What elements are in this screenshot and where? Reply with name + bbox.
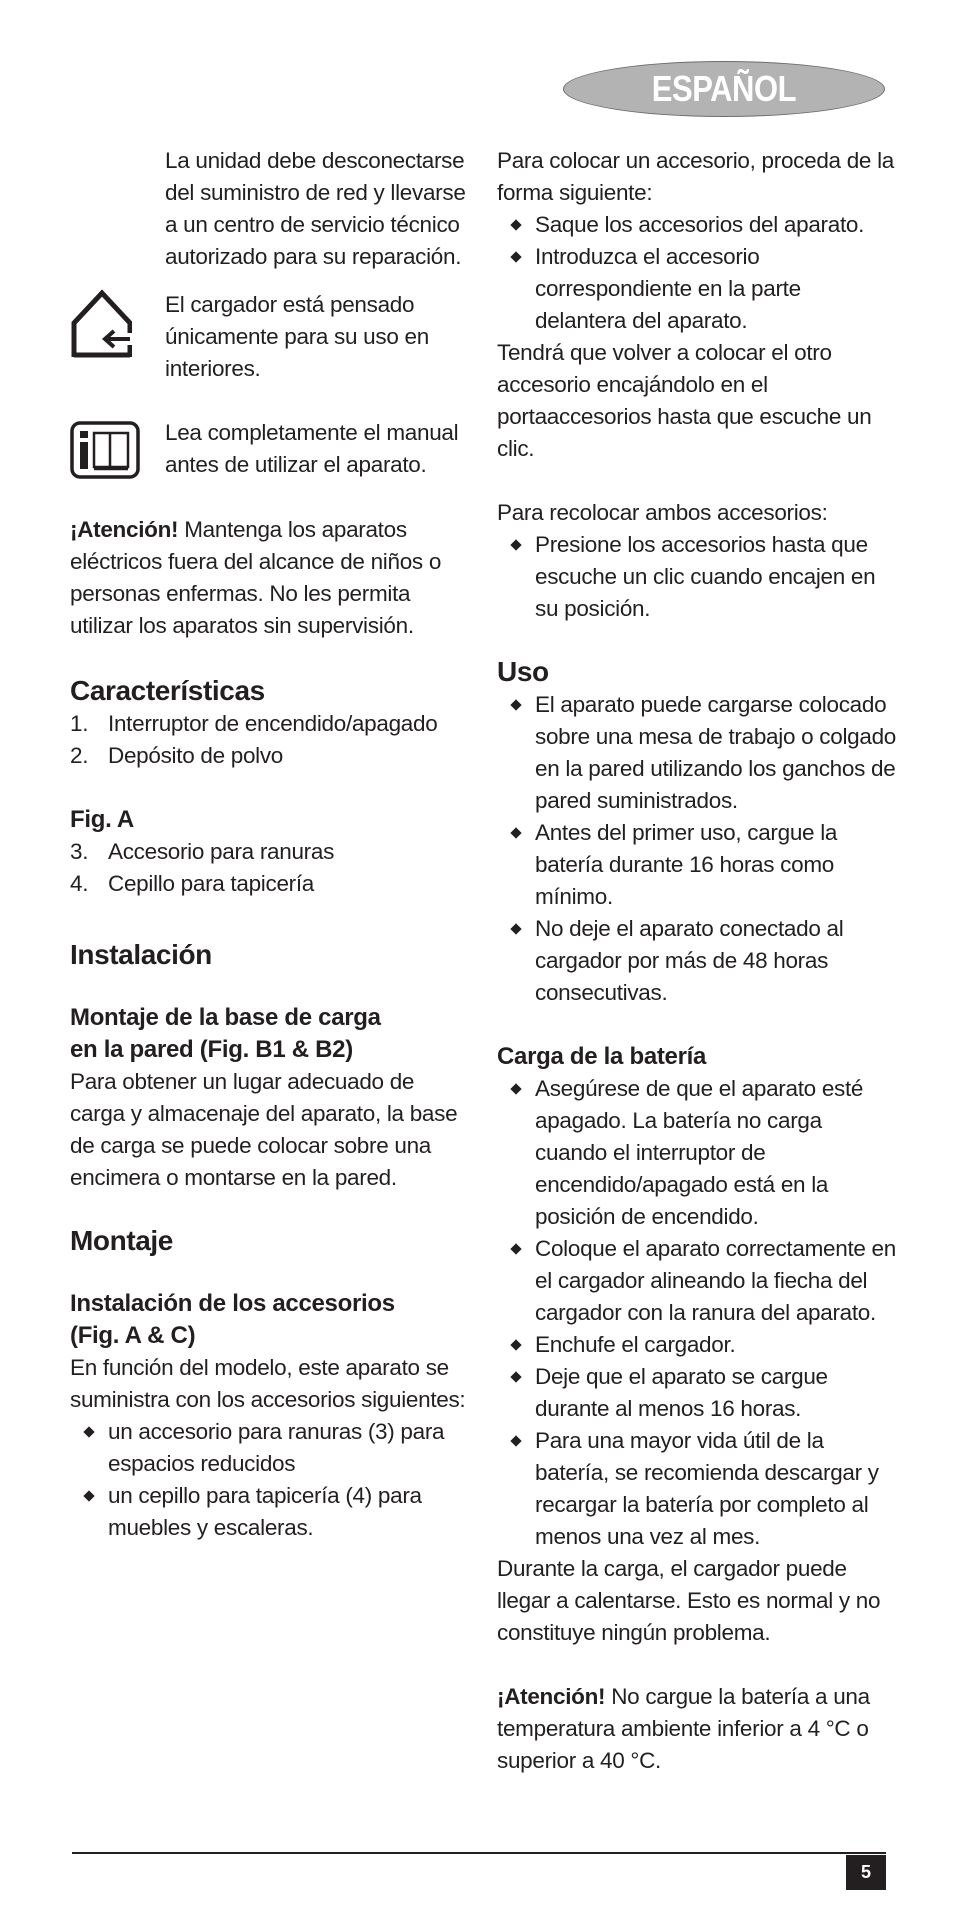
battery-charging-heading: Carga de la batería: [497, 1043, 707, 1070]
accessories-heading: Instalación de los accesorios (Fig. A & C): [70, 1290, 395, 1349]
page-number: 5: [846, 1855, 886, 1890]
warning-paragraph: [70, 514, 470, 642]
temperature-warning: [497, 1681, 897, 1777]
list-item: Presione los accesorios hasta que escuche un clic cuando encajen en su posición.: [497, 529, 897, 625]
fit-accessory-intro: Para colocar un accesorio, proceda de la forma siguiente:: [497, 148, 894, 205]
assembly-heading: Montaje: [70, 1225, 173, 1256]
list-item: 2. Depósito de polvo: [70, 743, 284, 768]
language-tab: [563, 61, 885, 117]
warning-label: ¡Atención!: [497, 1684, 606, 1709]
features-heading: Características: [70, 675, 265, 706]
installation-heading: Instalación: [70, 939, 212, 970]
list-item: un accesorio para ranuras (3) para espacios reducidos: [70, 1416, 470, 1480]
warning-text: Mantenga los aparatos eléctricos fuera del alcance de niños o personas enfermas. No les permita utilizar los aparatos sin supervisión.: [70, 517, 442, 638]
fig-a-heading: Fig. A: [70, 806, 134, 833]
list-item: Para una mayor vida útil de la batería, se recomienda descargar y recargar la batería por completo al menos una vez al mes.: [497, 1425, 897, 1553]
list-item: Deje que el aparato se cargue durante al menos 16 horas.: [497, 1361, 897, 1425]
repair-notice: La unidad debe desconectarse del suministro de red y llevarse a un centro de servicio técnico autorizado para su reparación.: [165, 148, 466, 269]
wall-mount-heading: Montaje de la base de carga en la pared (Fig. B1 & B2): [70, 1004, 381, 1063]
warning-text: No cargue la batería a una temperatura ambiente inferior a 4 °C o superior a 40 °C.: [497, 1684, 870, 1773]
list-item: No deje el aparato conectado al cargador por más de 48 horas consecutivas.: [497, 913, 897, 1009]
list-item: Coloque el aparato correctamente en el cargador alineando la fiecha del cargador con la ranura del aparato.: [497, 1233, 897, 1329]
intro-block: [70, 145, 470, 273]
features-list: [70, 708, 470, 772]
indoor-use-text: El cargador está pensado únicamente para su uso en interiores.: [165, 292, 429, 381]
indoor-use-block: [70, 289, 470, 385]
manual-text: Lea completamente el manual antes de utilizar el aparato.: [165, 420, 459, 477]
refit-both-steps: [497, 529, 897, 625]
accessories-list: [70, 1416, 470, 1544]
fig-a-list: [70, 836, 470, 900]
accessories-text: En función del modelo, este aparato se suministra con los accesorios siguientes:: [70, 1355, 466, 1412]
footer-rule: [72, 1852, 886, 1854]
language-label: ESPAÑOL: [651, 68, 797, 109]
list-item: 1. Interruptor de encendido/apagado: [70, 711, 438, 736]
list-item: Introduzca el accesorio correspondiente en la parte delantera del aparato.: [497, 241, 897, 337]
list-item: Enchufe el cargador.: [497, 1329, 897, 1361]
refit-both-intro: Para recolocar ambos accesorios:: [497, 500, 828, 525]
list-item: 4. Cepillo para tapicería: [70, 871, 315, 896]
fit-accessory-steps: [497, 209, 897, 337]
charging-steps: [497, 1073, 897, 1553]
list-item: Asegúrese de que el aparato esté apagado. La batería no carga cuando el interruptor de encendido/apagado está en la posición de encendido.: [497, 1073, 897, 1233]
warning-label: ¡Atención!: [70, 517, 179, 542]
charging-note: Durante la carga, el cargador puede llegar a calentarse. Esto es normal y no constituye ningún problema.: [497, 1556, 881, 1645]
wall-mount-text: Para obtener un lugar adecuado de carga y almacenaje del aparato, la base de carga se puede colocar sobre una encimera o montarse en la pared.: [70, 1069, 458, 1190]
manual-block: [70, 417, 470, 484]
list-item: un cepillo para tapicería (4) para muebles y escaleras.: [70, 1480, 470, 1544]
left-column: [70, 145, 470, 1544]
list-item: 3. Accesorio para ranuras: [70, 839, 335, 864]
read-manual-icon: [70, 417, 165, 484]
list-item: El aparato puede cargarse colocado sobre una mesa de trabajo o colgado en la pared utilizando los ganchos de pared suministrados.: [497, 689, 897, 817]
list-item: Saque los accesorios del aparato.: [497, 209, 897, 241]
list-item: Antes del primer uso, cargue la batería durante 16 horas como mínimo.: [497, 817, 897, 913]
indoor-use-house-icon: [70, 289, 165, 385]
use-steps: [497, 689, 897, 1009]
refit-text: Tendrá que volver a colocar el otro accesorio encajándolo en el portaaccesorios hasta que escuche un clic.: [497, 340, 872, 461]
right-column: [497, 145, 897, 1777]
use-heading: Uso: [497, 656, 549, 687]
